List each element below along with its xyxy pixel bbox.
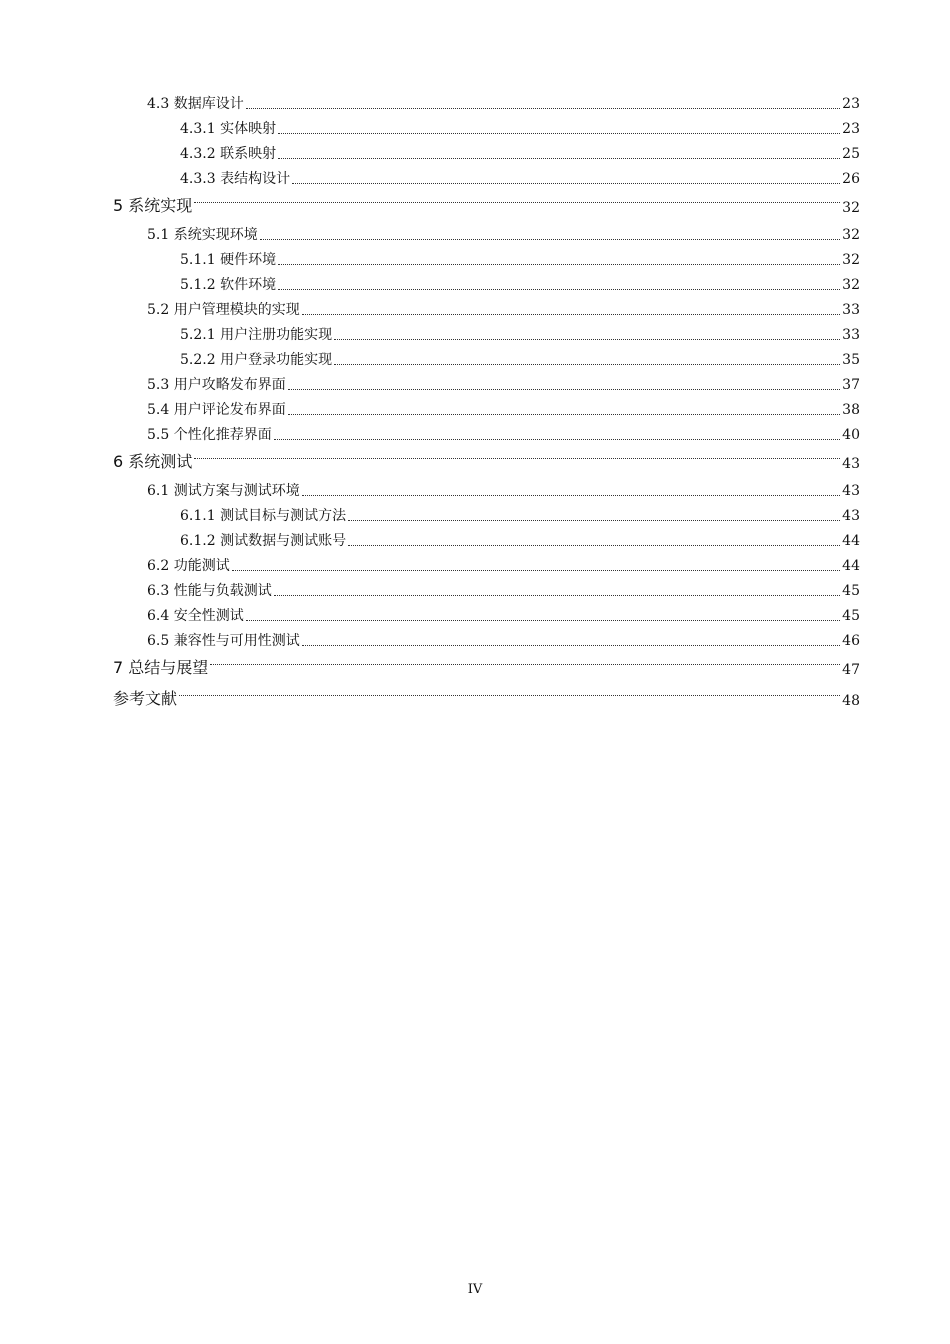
toc-entry-page: 32 [842,200,860,217]
toc-entry[interactable] [113,577,860,602]
toc-entry-page: 33 [842,327,860,344]
toc-entry-title: 6.4 安全性测试 [147,608,244,625]
toc-dot-leader [302,644,840,646]
toc-entry[interactable] [113,346,860,371]
toc-entry-title: 6 系统测试 [113,452,193,472]
toc-entry[interactable] [113,421,860,446]
toc-entry-title: 6.2 功能测试 [147,558,230,575]
toc-dot-leader [194,201,840,203]
toc-entry[interactable] [113,321,860,346]
toc-entry-title: 6.1.2 测试数据与测试账号 [180,533,347,550]
toc-dot-leader [278,288,840,290]
toc-entry-page: 32 [842,252,860,269]
toc-dot-leader [210,663,840,665]
toc-entry-page: 43 [842,483,860,500]
toc-entry[interactable] [113,683,860,714]
toc-entry-page: 25 [842,146,860,163]
toc-dot-leader [288,388,840,390]
toc-entry-page: 46 [842,633,860,650]
toc-entry-title: 5.1.1 硬件环境 [180,252,277,269]
toc-entry-title: 5.4 用户评论发布界面 [147,402,286,419]
toc-entry-title: 5.1 系统实现环境 [147,227,258,244]
toc-dot-leader [302,494,840,496]
toc-entry-title: 6.5 兼容性与可用性测试 [147,633,300,650]
toc-entry[interactable] [113,371,860,396]
toc-dot-leader [334,363,840,365]
toc-dot-leader [232,569,840,571]
toc-dot-leader [278,157,840,159]
toc-entry-title: 5.1.2 软件环境 [180,277,277,294]
toc-entry-title: 5.3 用户攻略发布界面 [147,377,286,394]
toc-entry-title: 4.3.2 联系映射 [180,146,277,163]
toc-entry-title: 4.3.1 实体映射 [180,121,277,138]
toc-dot-leader [348,519,840,521]
toc-entry-title: 6.1.1 测试目标与测试方法 [180,508,347,525]
toc-entry[interactable] [113,190,860,221]
toc-dot-leader [246,619,840,621]
toc-dot-leader [260,238,840,240]
toc-dot-leader [194,457,840,459]
toc-dot-leader [274,594,840,596]
toc-entry[interactable] [113,627,860,652]
toc-entry-page: 40 [842,427,860,444]
toc-dot-leader [179,694,840,696]
toc-entry[interactable] [113,271,860,296]
toc-entry[interactable] [113,477,860,502]
page-number: IV [467,1282,483,1297]
toc-entry-title: 5.2.1 用户注册功能实现 [180,327,333,344]
toc-dot-leader [348,544,840,546]
toc-entry[interactable] [113,90,860,115]
toc-entry-title: 4.3.3 表结构设计 [180,171,291,188]
toc-entry-title: 参考文献 [113,689,178,709]
toc-entry-page: 43 [842,508,860,525]
toc-entry[interactable] [113,527,860,552]
toc-dot-leader [288,413,840,415]
toc-entry[interactable] [113,140,860,165]
toc-entry[interactable] [113,396,860,421]
toc-entry-page: 26 [842,171,860,188]
toc-entry[interactable] [113,221,860,246]
toc-entry-title: 5.5 个性化推荐界面 [147,427,272,444]
toc-entry-page: 47 [842,662,860,679]
toc-entry-title: 6.3 性能与负载测试 [147,583,272,600]
toc-entry-page: 45 [842,583,860,600]
toc-entry-page: 44 [842,558,860,575]
toc-entry[interactable] [113,652,860,683]
toc-entry[interactable] [113,165,860,190]
toc-entry-page: 33 [842,302,860,319]
toc-entry-page: 32 [842,227,860,244]
toc-entry-title: 7 总结与展望 [113,658,209,678]
toc-entry-page: 44 [842,533,860,550]
toc-entry[interactable] [113,552,860,577]
toc-entry[interactable] [113,115,860,140]
table-of-contents [113,90,860,714]
toc-entry-title: 4.3 数据库设计 [147,96,244,113]
toc-entry-title: 5.2.2 用户登录功能实现 [180,352,333,369]
toc-dot-leader [274,438,840,440]
toc-entry-page: 43 [842,456,860,473]
toc-entry-page: 37 [842,377,860,394]
toc-entry-page: 38 [842,402,860,419]
toc-entry-page: 45 [842,608,860,625]
toc-entry-page: 23 [842,121,860,138]
toc-dot-leader [334,338,840,340]
toc-entry-page: 23 [842,96,860,113]
toc-entry[interactable] [113,246,860,271]
toc-dot-leader [278,263,840,265]
toc-entry[interactable] [113,446,860,477]
toc-entry-page: 35 [842,352,860,369]
toc-dot-leader [302,313,840,315]
toc-dot-leader [246,107,840,109]
toc-entry-page: 32 [842,277,860,294]
toc-entry-title: 5.2 用户管理模块的实现 [147,302,300,319]
toc-entry[interactable] [113,502,860,527]
toc-entry-title: 5 系统实现 [113,196,193,216]
toc-dot-leader [278,132,840,134]
toc-entry[interactable] [113,296,860,321]
toc-entry[interactable] [113,602,860,627]
toc-entry-title: 6.1 测试方案与测试环境 [147,483,300,500]
toc-dot-leader [292,182,840,184]
toc-entry-page: 48 [842,693,860,710]
